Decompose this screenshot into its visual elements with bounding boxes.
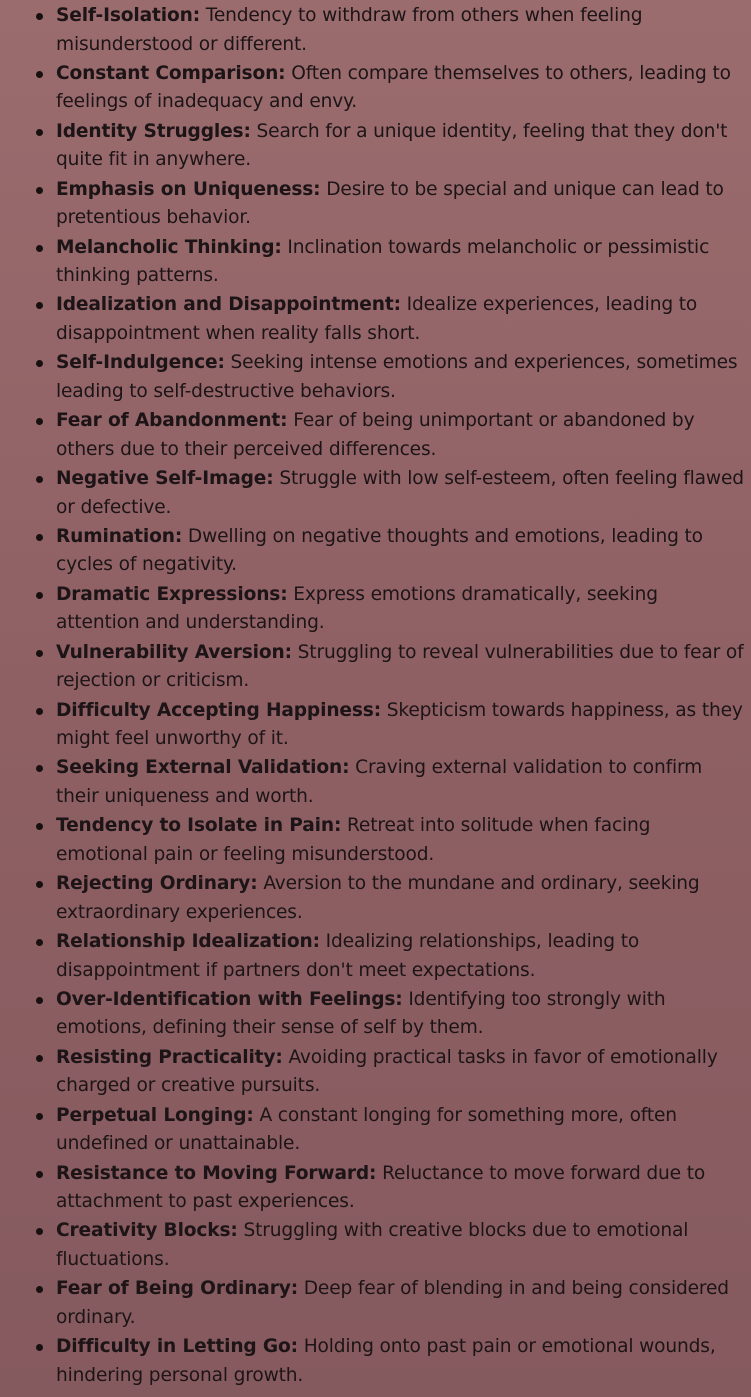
bullet-icon — [36, 765, 43, 772]
list-item — [0, 60, 751, 117]
trait-description: Skepticism towards happiness, as they might feel unworthy of it. — [56, 699, 743, 750]
bullet-icon — [36, 1344, 43, 1351]
trait-description: Aversion to the mundane and ordinary, seeking extraordinary experiences. — [56, 873, 700, 923]
trait-title: Idealization and Disappointment: — [56, 294, 401, 316]
list-item — [0, 581, 751, 638]
bullet-icon — [36, 534, 43, 541]
trait-title: Difficulty Accepting Happiness: — [56, 699, 381, 721]
list-item — [0, 1102, 751, 1159]
trait-title: Creativity Blocks: — [56, 1220, 238, 1242]
trait-description: Avoiding practical tasks in favor of emotionally charged or creative pursuits. — [56, 1046, 718, 1097]
trait-description: Tendency to withdraw from others when feeling misunderstood or different. — [56, 5, 643, 55]
trait-title: Resisting Practicality: — [56, 1046, 283, 1068]
bullet-icon — [36, 187, 43, 194]
trait-title: Vulnerability Aversion: — [56, 641, 292, 663]
trait-description: Reluctance to move forward due to attachment to past experiences. — [56, 1162, 706, 1213]
list-item — [0, 697, 751, 754]
trait-description: Identifying too strongly with emotions, defining their sense of self by them. — [56, 988, 666, 1039]
bullet-icon — [36, 245, 43, 252]
bullet-icon — [36, 997, 43, 1004]
trait-title: Emphasis on Uniqueness: — [56, 178, 321, 200]
trait-title: Seeking External Validation: — [56, 757, 350, 779]
bullet-icon — [36, 71, 43, 78]
bullet-icon — [36, 1171, 43, 1178]
trait-description: Idealizing relationships, leading to disappointment if partners don't meet expectations. — [56, 931, 640, 981]
trait-description: Craving external validation to confirm their uniqueness and worth. — [56, 757, 703, 807]
trait-title: Negative Self-Image: — [56, 468, 274, 489]
trait-description: Desire to be special and unique can lead to pretentious behavior. — [56, 178, 724, 229]
trait-description: Often compare themselves to others, leading to feelings of inadequacy and envy. — [56, 62, 731, 113]
list-item — [0, 118, 751, 175]
list-item — [0, 465, 751, 522]
list-item — [0, 2, 751, 59]
list-item — [0, 234, 751, 291]
trait-description: Express emotions dramatically, seeking attention and understanding. — [56, 583, 658, 634]
trait-description: Retreat into solitude when facing emotional pain or feeling misunderstood. — [56, 815, 651, 865]
bullet-icon — [36, 708, 43, 715]
list-item — [0, 1160, 751, 1217]
trait-description: Deep fear of blending in and being considered ordinary. — [56, 1278, 729, 1328]
bullet-icon — [36, 476, 43, 483]
trait-title: Rejecting Ordinary: — [56, 873, 258, 895]
bullet-icon — [36, 13, 43, 20]
trait-description: Struggle with low self-esteem, often feeling flawed or defective. — [56, 468, 744, 518]
trait-description: Holding onto past pain or emotional wounds, hindering personal growth. — [56, 1336, 716, 1386]
list-item — [0, 1217, 751, 1274]
list-item — [0, 754, 751, 811]
trait-title: Relationship Idealization: — [56, 931, 320, 952]
bullet-icon — [36, 650, 43, 657]
trait-description: Struggling with creative blocks due to emotional fluctuations. — [56, 1220, 689, 1270]
list-item — [0, 407, 751, 464]
list-item — [0, 1333, 751, 1390]
list-item — [0, 291, 751, 348]
trait-title: Self-Indulgence: — [56, 352, 225, 374]
list-item — [0, 986, 751, 1043]
trait-title: Identity Struggles: — [56, 120, 251, 142]
bullet-icon — [36, 1113, 43, 1120]
trait-description: Idealize experiences, leading to disappointment when reality falls short. — [56, 294, 698, 344]
bullet-icon — [36, 592, 43, 599]
bullet-icon — [36, 360, 43, 367]
trait-title: Fear of Abandonment: — [56, 410, 288, 432]
bullet-icon — [36, 129, 43, 136]
trait-title: Fear of Being Ordinary: — [56, 1278, 298, 1300]
list-item — [0, 176, 751, 233]
bullet-icon — [36, 302, 43, 309]
trait-description: Search for a unique identity, feeling that they don't quite fit in anywhere. — [56, 120, 728, 171]
list-item — [0, 349, 751, 406]
list-item — [0, 870, 751, 927]
bullet-icon — [36, 881, 43, 888]
trait-description: Dwelling on negative thoughts and emotions, leading to cycles of negativity. — [56, 525, 703, 576]
trait-description: Inclination towards melancholic or pessimistic thinking patterns. — [56, 236, 710, 287]
trait-title: Difficulty in Letting Go: — [56, 1336, 298, 1358]
bullet-icon — [36, 1228, 43, 1235]
list-item — [0, 1275, 751, 1332]
trait-title: Resistance to Moving Forward: — [56, 1162, 377, 1184]
trait-description: Seeking intense emotions and experiences, sometimes leading to self-destructive behaviors. — [56, 352, 738, 402]
list-item — [0, 928, 751, 985]
list-item — [0, 639, 751, 696]
trait-title: Rumination: — [56, 525, 183, 547]
list-item — [0, 523, 751, 580]
trait-description: Fear of being unimportant or abandoned by others due to their perceived differences. — [56, 410, 695, 460]
list-item — [0, 812, 751, 869]
bullet-icon — [36, 1286, 43, 1293]
bullet-icon — [36, 939, 43, 946]
trait-title: Constant Comparison: — [56, 62, 286, 84]
trait-title: Dramatic Expressions: — [56, 583, 288, 605]
bullet-icon — [36, 823, 43, 830]
bullet-icon — [36, 1055, 43, 1062]
trait-title: Perpetual Longing: — [56, 1104, 254, 1126]
bullet-icon — [36, 418, 43, 425]
trait-description: A constant longing for something more, often undefined or unattainable. — [56, 1104, 677, 1155]
trait-title: Over-Identification with Feelings: — [56, 988, 403, 1010]
trait-title: Tendency to Isolate in Pain: — [56, 815, 342, 837]
trait-title: Self-Isolation: — [56, 5, 200, 26]
list-item — [0, 1044, 751, 1101]
trait-title: Melancholic Thinking: — [56, 236, 282, 258]
trait-description: Struggling to reveal vulnerabilities due to fear of rejection or criticism. — [56, 641, 744, 692]
